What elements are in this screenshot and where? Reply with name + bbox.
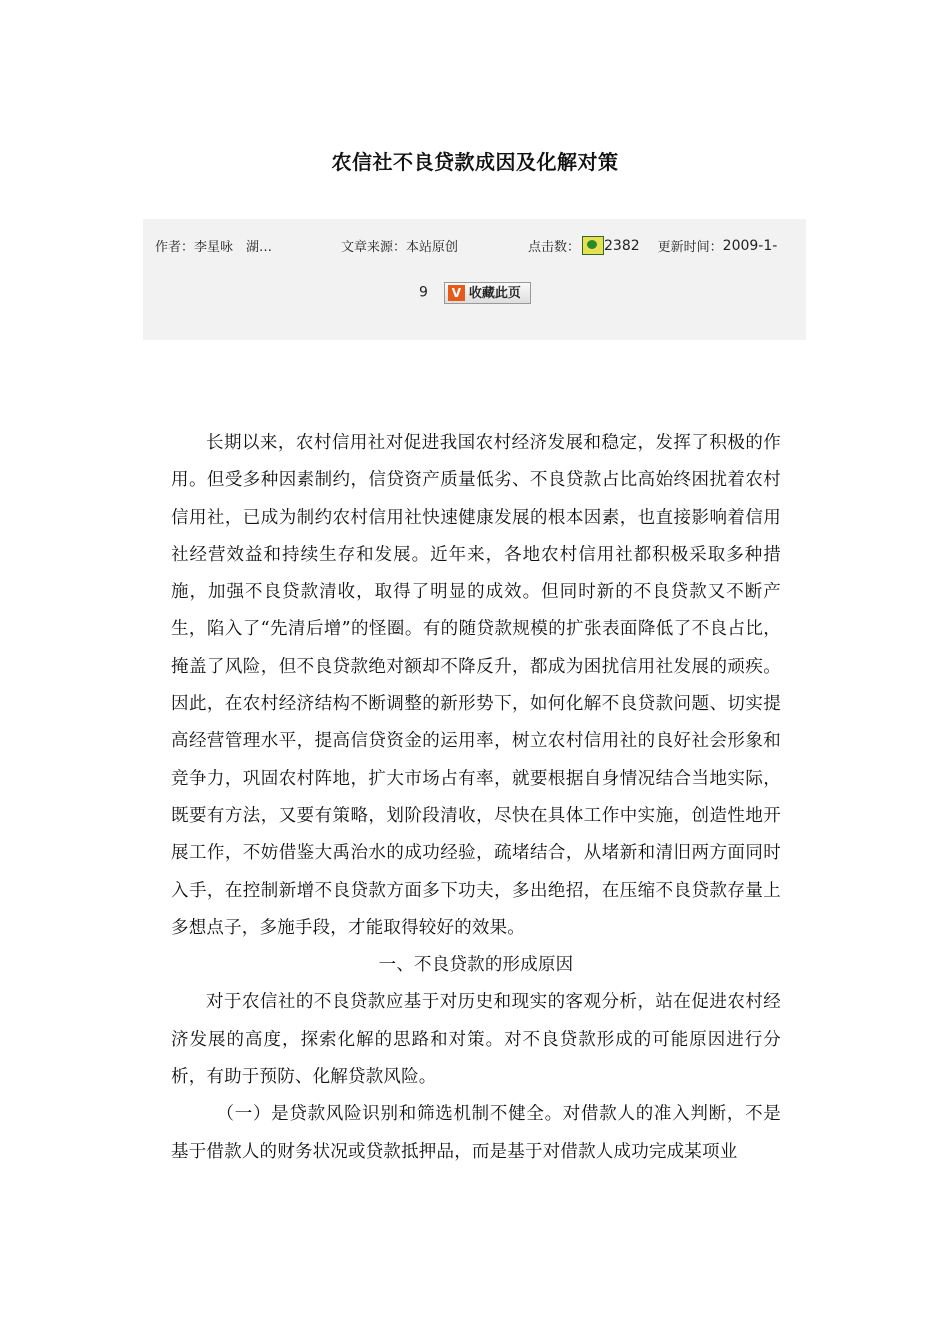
body-paragraph: 长期以来，农村信用社对促进我国农村经济发展和稳定，发挥了积极的作用。但受多种因素制约，信贷资产质量低劣、不良贷款占比高始终困扰着农村信用社，已成为制约农村信用社快速健康发展的根本因素，也直接影响着信用社经营效益和持续生存和发展。近年来，各地农村信用社都积极采取多种措施，加强不良贷款清收，取得了明显的成效。但同时新的不良贷款又不断产生，陷入了“先清后增”的怪圈。有的随贷款规模的扩张表面降低了不良占比，掩盖了风险，但不良贷款绝对额却不降反升，都成为困扰信用社发展的顽疾。因此，在农村经济结构不断调整的新形势下，如何化解不良贷款问题、切实提高经营管理水平，提高信贷资金的运用率，树立农村信用社的良好社会形象和竞争力，巩固农村阵地，扩大市场占有率，就要根据自身情况结合当地实际，既要有方法，又要有策略，划阶段清收，尽快在具体工作中实施，创造性地开展工作，不妨借鉴大禹治水的成功经验，疏堵结合，从堵新和清旧两方面同时入手，在控制新增不良贷款方面多下功夫，多出绝招，在压缩不良贷款存量上多想点子，多施手段，才能取得较好的效果。 (171, 433, 781, 938)
favorite-button-label: 收藏此页 (468, 286, 521, 301)
section-heading: 一、不良贷款的形成原因 (378, 955, 574, 976)
body-paragraph: （一）是贷款风险识别和筛选机制不健全。对借款人的准入判断，不是基于借款人的财务状况或贷款抵押品，而是基于对借款人成功完成某项业 (171, 1104, 781, 1162)
source-info: 文章来源：本站原创 (341, 240, 459, 255)
meta-row-continued (419, 282, 531, 304)
hits-label: 点击数： (528, 240, 581, 255)
article-title: 农信社不良贷款成因及化解对策 (331, 150, 619, 174)
update-time-value-end: 9 (419, 284, 428, 301)
update-time-label: 更新时间： (657, 240, 723, 255)
article-meta-bar (143, 219, 806, 340)
hits-count: 2382 (604, 237, 640, 254)
body-paragraph: 对于农信社的不良贷款应基于对历史和现实的客观分析，站在促进农村经济发展的高度，探索化解的思路和对策。对不良贷款形成的可能原因进行分析，有助于预防、化解贷款风险。 (171, 992, 781, 1088)
meta-row (155, 236, 777, 255)
author-info: 作者：李星咏 湖… (155, 240, 273, 255)
article-body (171, 425, 781, 1171)
favorite-v-icon: V (448, 285, 465, 301)
hits-counter-icon (582, 236, 604, 255)
add-favorite-button[interactable] (444, 282, 531, 304)
update-time-value: 2009-1- (722, 237, 778, 254)
